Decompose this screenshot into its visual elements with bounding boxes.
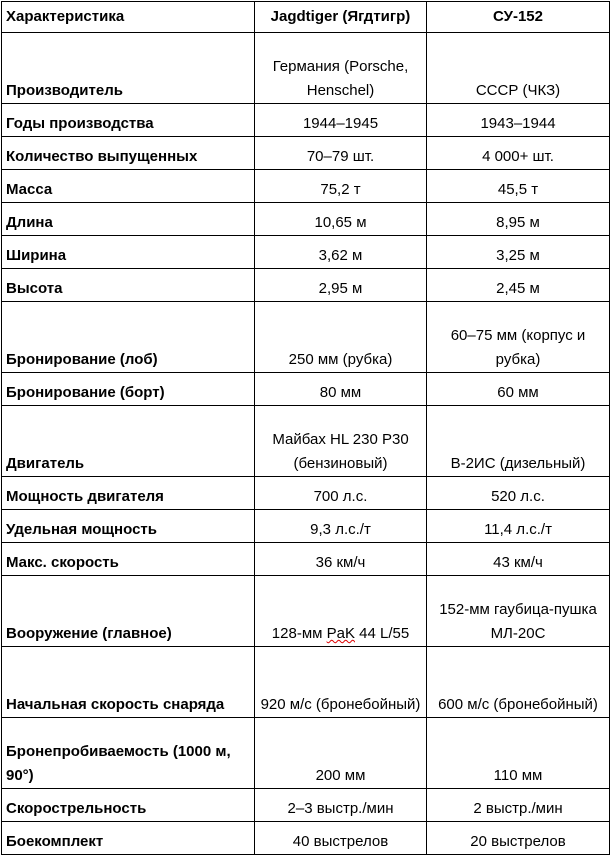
table-row — [2, 576, 610, 647]
table-row — [2, 236, 610, 269]
row-label: Бронирование (борт) — [2, 373, 255, 406]
su152-value: 45,5 т — [427, 170, 610, 203]
table-row — [2, 789, 610, 822]
row-label: Бронирование (лоб) — [2, 302, 255, 373]
table-header-row — [2, 2, 610, 33]
su152-value: 60 мм — [427, 373, 610, 406]
jagdtiger-value: 40 выстрелов — [255, 822, 427, 855]
table-row — [2, 647, 610, 718]
table-row — [2, 203, 610, 236]
row-label: Двигатель — [2, 406, 255, 477]
jagdtiger-value: 200 мм — [255, 718, 427, 789]
jagdtiger-value: 10,65 м — [255, 203, 427, 236]
jagdtiger-value: 1944–1945 — [255, 104, 427, 137]
row-label: Годы производства — [2, 104, 255, 137]
jagdtiger-value: Майбах HL 230 P30 (бензиновый) — [255, 406, 427, 477]
row-label: Вооружение (главное) — [2, 576, 255, 647]
table-row — [2, 373, 610, 406]
table-row — [2, 543, 610, 576]
row-label: Начальная скорость снаряда — [2, 647, 255, 718]
su152-value: В-2ИС (дизельный) — [427, 406, 610, 477]
table-row — [2, 406, 610, 477]
row-label: Масса — [2, 170, 255, 203]
table-row — [2, 33, 610, 104]
jagdtiger-value: 2,95 м — [255, 269, 427, 302]
table-row — [2, 137, 610, 170]
header-characteristic: Характеристика — [2, 2, 255, 33]
jagdtiger-value: 75,2 т — [255, 170, 427, 203]
su152-value: 4 000+ шт. — [427, 137, 610, 170]
su152-value: 20 выстрелов — [427, 822, 610, 855]
table-row — [2, 477, 610, 510]
row-label: Длина — [2, 203, 255, 236]
comparison-table — [1, 1, 610, 855]
row-label: Бронепробиваемость (1000 м, 90°) — [2, 718, 255, 789]
su152-value: 8,95 м — [427, 203, 610, 236]
row-label: Макс. скорость — [2, 543, 255, 576]
row-label: Количество выпущенных — [2, 137, 255, 170]
row-label: Производитель — [2, 33, 255, 104]
row-label: Высота — [2, 269, 255, 302]
su152-value: 152-мм гаубица-пушка МЛ-20С — [427, 576, 610, 647]
jagdtiger-value: 250 мм (рубка) — [255, 302, 427, 373]
table-row — [2, 170, 610, 203]
table-row — [2, 822, 610, 855]
jagdtiger-value: 36 км/ч — [255, 543, 427, 576]
su152-value: 2,45 м — [427, 269, 610, 302]
header-su152: СУ-152 — [427, 2, 610, 33]
jagdtiger-value — [255, 576, 427, 647]
su152-value: 110 мм — [427, 718, 610, 789]
su152-value: 3,25 м — [427, 236, 610, 269]
jagdtiger-value-suffix: 44 L/55 — [354, 625, 410, 642]
table-row — [2, 510, 610, 543]
su152-value: 1943–1944 — [427, 104, 610, 137]
su152-value: 43 км/ч — [427, 543, 610, 576]
row-label: Ширина — [2, 236, 255, 269]
su152-value: 11,4 л.с./т — [427, 510, 610, 543]
spellcheck-flagged-word: PaK — [326, 625, 355, 642]
su152-value: 520 л.с. — [427, 477, 610, 510]
jagdtiger-value: 700 л.с. — [255, 477, 427, 510]
row-label: Мощность двигателя — [2, 477, 255, 510]
jagdtiger-value: 2–3 выстр./мин — [255, 789, 427, 822]
row-label: Скорострельность — [2, 789, 255, 822]
table-row — [2, 104, 610, 137]
jagdtiger-value: 80 мм — [255, 373, 427, 406]
su152-value: 600 м/с (бронебойный) — [427, 647, 610, 718]
header-jagdtiger: Jagdtiger (Ягдтигр) — [255, 2, 427, 33]
jagdtiger-value: 920 м/с (бронебойный) — [255, 647, 427, 718]
table-row — [2, 718, 610, 789]
su152-value: 60–75 мм (корпус и рубка) — [427, 302, 610, 373]
jagdtiger-value: 70–79 шт. — [255, 137, 427, 170]
jagdtiger-value: 9,3 л.с./т — [255, 510, 427, 543]
su152-value: 2 выстр./мин — [427, 789, 610, 822]
row-label: Удельная мощность — [2, 510, 255, 543]
table-row — [2, 269, 610, 302]
jagdtiger-value-prefix: 128-мм — [271, 625, 327, 642]
su152-value: СССР (ЧКЗ) — [427, 33, 610, 104]
table-row — [2, 302, 610, 373]
jagdtiger-value: 3,62 м — [255, 236, 427, 269]
jagdtiger-value: Германия (Porsche, Henschel) — [255, 33, 427, 104]
row-label: Боекомплект — [2, 822, 255, 855]
